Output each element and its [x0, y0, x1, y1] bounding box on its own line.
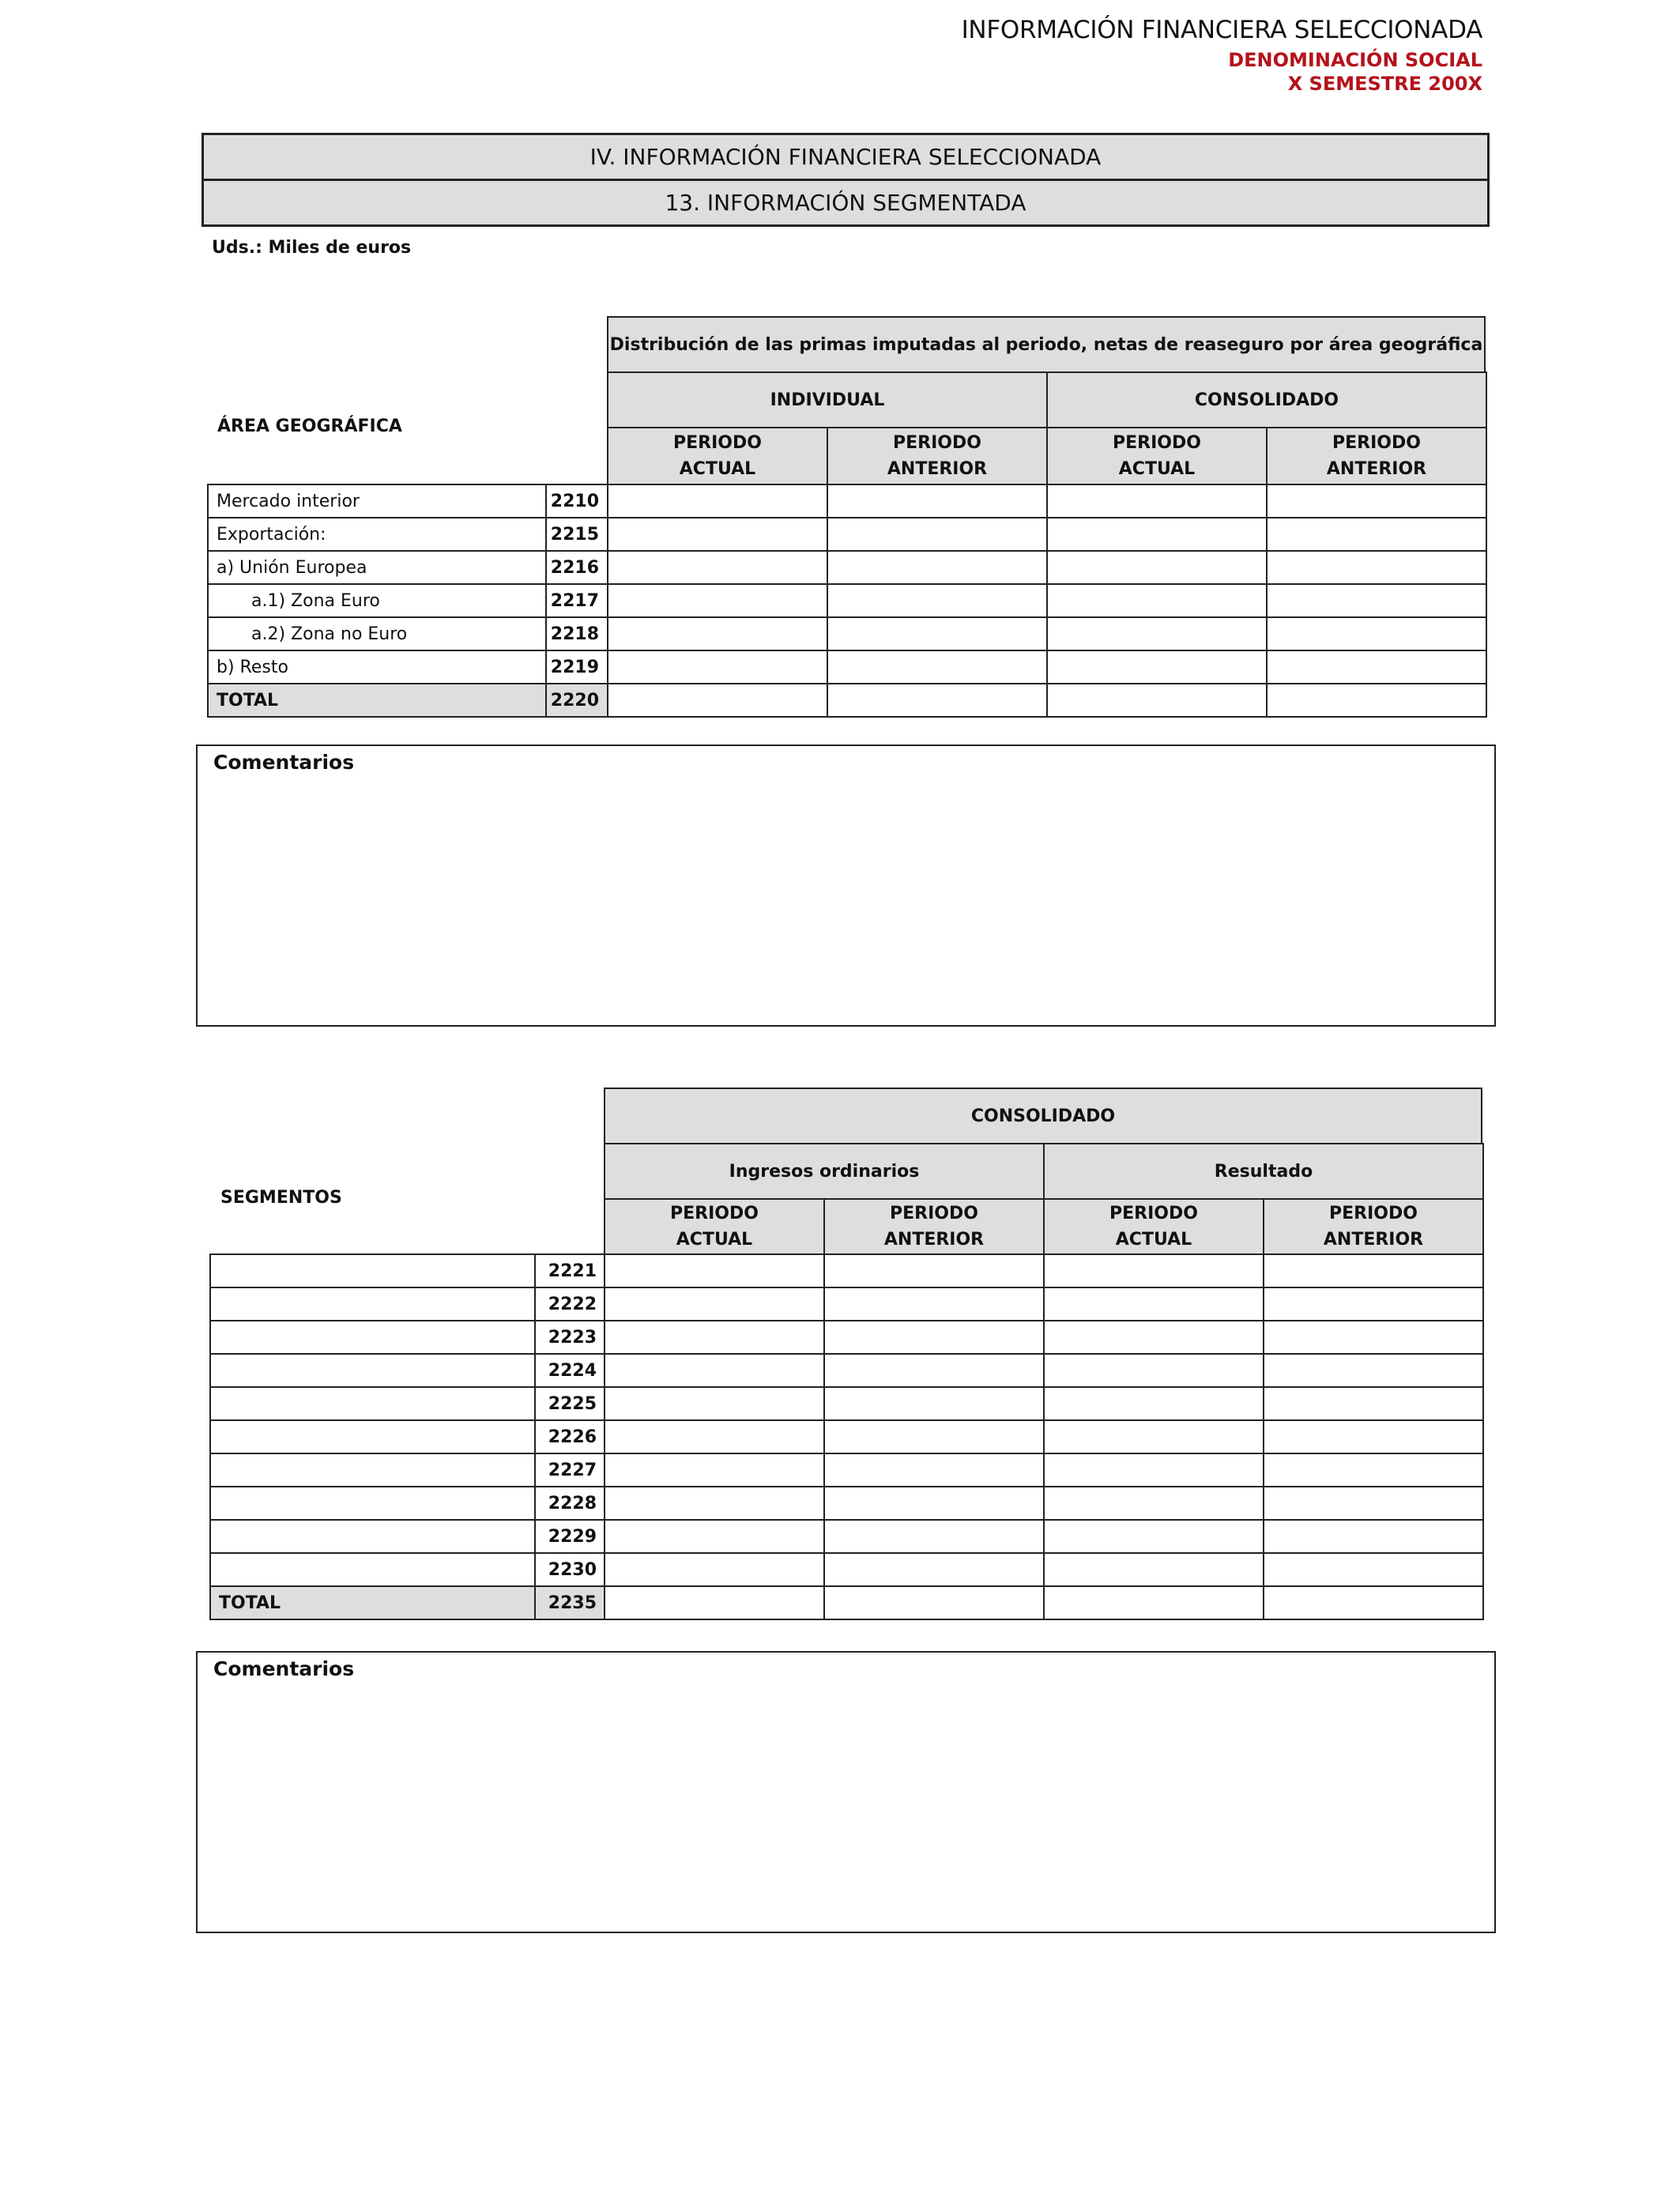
- subsection-title: 13. INFORMACIÓN SEGMENTADA: [204, 179, 1487, 224]
- row-code: [545, 583, 608, 618]
- row-code-text: 2229: [548, 1526, 597, 1547]
- value-input-cell[interactable]: [1263, 1453, 1484, 1487]
- value-input-cell[interactable]: [827, 484, 1048, 518]
- row-code-text: 2226: [548, 1427, 597, 1447]
- value-input-cell[interactable]: [1043, 1486, 1264, 1521]
- row-code-text: 2217: [550, 590, 599, 611]
- row-label: [209, 1519, 536, 1554]
- row-code: [534, 1419, 606, 1454]
- row-code-text: 2221: [548, 1261, 597, 1281]
- value-input-cell[interactable]: [1046, 583, 1268, 618]
- group-header: [1046, 371, 1487, 428]
- row-code: [534, 1253, 606, 1288]
- value-input-cell[interactable]: [604, 1386, 825, 1421]
- value-input-cell[interactable]: [1046, 550, 1268, 585]
- value-input-cell[interactable]: [604, 1486, 825, 1521]
- value-input-cell[interactable]: [1263, 1585, 1484, 1620]
- period-header: [1046, 427, 1268, 485]
- value-input-cell[interactable]: [1266, 650, 1487, 684]
- value-input-cell[interactable]: [1043, 1287, 1264, 1321]
- value-input-cell[interactable]: [1043, 1253, 1264, 1288]
- row-code: [534, 1486, 606, 1521]
- row-label: [209, 1486, 536, 1521]
- row-code-text: 2227: [548, 1460, 597, 1480]
- company-name: DENOMINACIÓN SOCIAL: [1228, 49, 1482, 71]
- period-header-line2: ACTUAL: [1118, 459, 1196, 479]
- value-input-cell[interactable]: [823, 1386, 1045, 1421]
- row-label-text: b) Resto: [217, 657, 288, 677]
- value-input-cell[interactable]: [607, 650, 828, 684]
- value-input-cell[interactable]: [1043, 1585, 1264, 1620]
- group-header-label: INDIVIDUAL: [770, 390, 885, 410]
- value-input-cell[interactable]: [1043, 1353, 1264, 1388]
- row-label: [209, 1253, 536, 1288]
- group-header-label: Ingresos ordinarios: [729, 1161, 920, 1182]
- value-input-cell[interactable]: [827, 616, 1048, 651]
- row-code-text: 2223: [548, 1327, 597, 1348]
- row-label: [207, 484, 547, 518]
- group-header-label: CONSOLIDADO: [1194, 390, 1339, 410]
- section-title: IV. INFORMACIÓN FINANCIERA SELECCIONADA: [204, 135, 1487, 179]
- value-input-cell[interactable]: [607, 517, 828, 552]
- row-code-text: 2224: [548, 1360, 597, 1381]
- row-code: [534, 1386, 606, 1421]
- units-label: Uds.: Miles de euros: [212, 238, 412, 258]
- row-label: [207, 583, 547, 618]
- comments-box-geographic[interactable]: [196, 745, 1496, 1027]
- row-label-text: TOTAL: [217, 690, 279, 711]
- row-code: [534, 1453, 606, 1487]
- value-input-cell[interactable]: [604, 1453, 825, 1487]
- value-input-cell[interactable]: [1263, 1253, 1484, 1288]
- total-row-label: [207, 683, 547, 718]
- value-input-cell[interactable]: [604, 1519, 825, 1554]
- row-code-text: 2216: [550, 557, 599, 578]
- row-code-text: 2228: [548, 1493, 597, 1514]
- row-label-text: TOTAL: [219, 1593, 281, 1613]
- row-label-text: Mercado interior: [217, 491, 360, 511]
- row-code-text: 2222: [548, 1294, 597, 1314]
- period-header-line1: PERIODO: [1329, 1204, 1418, 1223]
- value-input-cell[interactable]: [1263, 1419, 1484, 1454]
- report-period: X SEMESTRE 200X: [1287, 73, 1482, 95]
- row-code-text: 2215: [550, 524, 599, 545]
- row-label: [207, 650, 547, 684]
- value-input-cell[interactable]: [1263, 1386, 1484, 1421]
- group-header: [604, 1143, 1045, 1200]
- value-input-cell[interactable]: [607, 550, 828, 585]
- comments-box-segments[interactable]: [196, 1651, 1496, 1933]
- period-header: [1043, 1198, 1264, 1255]
- period-header: [607, 427, 828, 485]
- value-input-cell[interactable]: [1266, 616, 1487, 651]
- period-header-line2: ANTERIOR: [887, 459, 988, 479]
- row-label: [209, 1320, 536, 1355]
- value-input-cell[interactable]: [823, 1519, 1045, 1554]
- row-code: [545, 517, 608, 552]
- value-input-cell[interactable]: [1046, 517, 1268, 552]
- row-code: [534, 1353, 606, 1388]
- value-input-cell[interactable]: [1266, 517, 1487, 552]
- value-input-cell[interactable]: [827, 650, 1048, 684]
- row-label: [207, 517, 547, 552]
- row-code: [534, 1585, 606, 1620]
- period-header: [1263, 1198, 1484, 1255]
- value-input-cell[interactable]: [1263, 1320, 1484, 1355]
- value-input-cell[interactable]: [823, 1320, 1045, 1355]
- value-input-cell[interactable]: [823, 1486, 1045, 1521]
- value-input-cell[interactable]: [607, 583, 828, 618]
- value-input-cell[interactable]: [1043, 1453, 1264, 1487]
- value-input-cell[interactable]: [604, 1253, 825, 1288]
- row-label: [209, 1419, 536, 1454]
- value-input-cell[interactable]: [1263, 1552, 1484, 1587]
- table-title-text: CONSOLIDADO: [970, 1106, 1116, 1126]
- value-input-cell[interactable]: [827, 517, 1048, 552]
- value-input-cell[interactable]: [607, 616, 828, 651]
- value-input-cell[interactable]: [823, 1253, 1045, 1288]
- value-input-cell[interactable]: [604, 1320, 825, 1355]
- period-header-line1: PERIODO: [670, 1204, 759, 1223]
- row-label: [209, 1552, 536, 1587]
- row-label: [209, 1453, 536, 1487]
- group-header: [607, 371, 1048, 428]
- period-header-line2: ACTUAL: [1115, 1230, 1192, 1250]
- row-code-text: 2210: [550, 491, 599, 511]
- row-code: [545, 550, 608, 585]
- period-header-line1: PERIODO: [1109, 1204, 1198, 1223]
- section-banner: [202, 133, 1490, 227]
- period-header-line1: PERIODO: [893, 433, 981, 453]
- value-input-cell[interactable]: [1043, 1519, 1264, 1554]
- value-input-cell[interactable]: [1043, 1419, 1264, 1454]
- table-title-text: Distribución de las primas imputadas al periodo, netas de reaseguro por área geográfica: [609, 334, 1483, 355]
- table-title: [604, 1088, 1482, 1144]
- period-header-line1: PERIODO: [1113, 433, 1201, 453]
- row-code: [534, 1519, 606, 1554]
- period-header: [604, 1198, 825, 1255]
- value-input-cell[interactable]: [1263, 1287, 1484, 1321]
- comments-label: Comentarios: [213, 1657, 355, 1680]
- row-code-text: 2235: [548, 1593, 597, 1613]
- value-input-cell[interactable]: [604, 1287, 825, 1321]
- row-code-text: 2219: [550, 657, 599, 677]
- value-input-cell[interactable]: [1046, 683, 1268, 718]
- row-label: [209, 1386, 536, 1421]
- row-label-text: a.1) Zona Euro: [251, 590, 380, 611]
- value-input-cell[interactable]: [604, 1419, 825, 1454]
- row-header-label: ÁREA GEOGRÁFICA: [217, 417, 402, 436]
- value-input-cell[interactable]: [827, 583, 1048, 618]
- table-title: [607, 316, 1486, 373]
- period-header-line1: PERIODO: [673, 433, 762, 453]
- row-code-text: 2225: [548, 1393, 597, 1414]
- row-label-text: a.2) Zona no Euro: [251, 624, 408, 644]
- value-input-cell[interactable]: [827, 683, 1048, 718]
- period-header-line2: ANTERIOR: [1326, 459, 1427, 479]
- value-input-cell[interactable]: [1266, 683, 1487, 718]
- value-input-cell[interactable]: [1266, 583, 1487, 618]
- report-title: INFORMACIÓN FINANCIERA SELECCIONADA: [961, 16, 1482, 44]
- value-input-cell[interactable]: [1046, 650, 1268, 684]
- row-label: [209, 1353, 536, 1388]
- value-input-cell[interactable]: [1263, 1519, 1484, 1554]
- value-input-cell[interactable]: [604, 1552, 825, 1587]
- group-header: [1043, 1143, 1484, 1200]
- period-header-line1: PERIODO: [890, 1204, 978, 1223]
- value-input-cell[interactable]: [823, 1419, 1045, 1454]
- period-header-line1: PERIODO: [1332, 433, 1421, 453]
- row-code: [534, 1552, 606, 1587]
- value-input-cell[interactable]: [1046, 484, 1268, 518]
- group-header-label: Resultado: [1214, 1161, 1313, 1182]
- row-code-text: 2220: [550, 690, 599, 711]
- row-code: [534, 1287, 606, 1321]
- row-code: [534, 1320, 606, 1355]
- row-code-text: 2218: [550, 624, 599, 644]
- value-input-cell[interactable]: [823, 1552, 1045, 1587]
- value-input-cell[interactable]: [607, 683, 828, 718]
- row-code-text: 2230: [548, 1559, 597, 1580]
- value-input-cell[interactable]: [1046, 616, 1268, 651]
- value-input-cell[interactable]: [823, 1453, 1045, 1487]
- value-input-cell[interactable]: [823, 1585, 1045, 1620]
- row-code: [545, 683, 608, 718]
- value-input-cell[interactable]: [1043, 1320, 1264, 1355]
- value-input-cell[interactable]: [1266, 550, 1487, 585]
- value-input-cell[interactable]: [827, 550, 1048, 585]
- comments-label: Comentarios: [213, 751, 355, 774]
- value-input-cell[interactable]: [604, 1353, 825, 1388]
- period-header-line2: ACTUAL: [679, 459, 756, 479]
- value-input-cell[interactable]: [1266, 484, 1487, 518]
- row-code: [545, 650, 608, 684]
- period-header: [1266, 427, 1487, 485]
- value-input-cell[interactable]: [604, 1585, 825, 1620]
- value-input-cell[interactable]: [1263, 1353, 1484, 1388]
- row-label: [207, 616, 547, 651]
- row-header-label: SEGMENTOS: [220, 1188, 342, 1208]
- row-code: [545, 616, 608, 651]
- row-label: [207, 550, 547, 585]
- row-label: [209, 1287, 536, 1321]
- period-header: [823, 1198, 1045, 1255]
- value-input-cell[interactable]: [607, 484, 828, 518]
- row-code: [545, 484, 608, 518]
- period-header-line2: ACTUAL: [676, 1230, 753, 1250]
- value-input-cell[interactable]: [823, 1287, 1045, 1321]
- value-input-cell[interactable]: [1043, 1386, 1264, 1421]
- period-header-line2: ANTERIOR: [883, 1230, 985, 1250]
- period-header-line2: ANTERIOR: [1323, 1230, 1424, 1250]
- value-input-cell[interactable]: [823, 1353, 1045, 1388]
- row-label-text: Exportación:: [217, 524, 326, 545]
- value-input-cell[interactable]: [1043, 1552, 1264, 1587]
- total-row-label: [209, 1585, 536, 1620]
- period-header: [827, 427, 1048, 485]
- row-label-text: a) Unión Europea: [217, 557, 367, 578]
- value-input-cell[interactable]: [1263, 1486, 1484, 1521]
